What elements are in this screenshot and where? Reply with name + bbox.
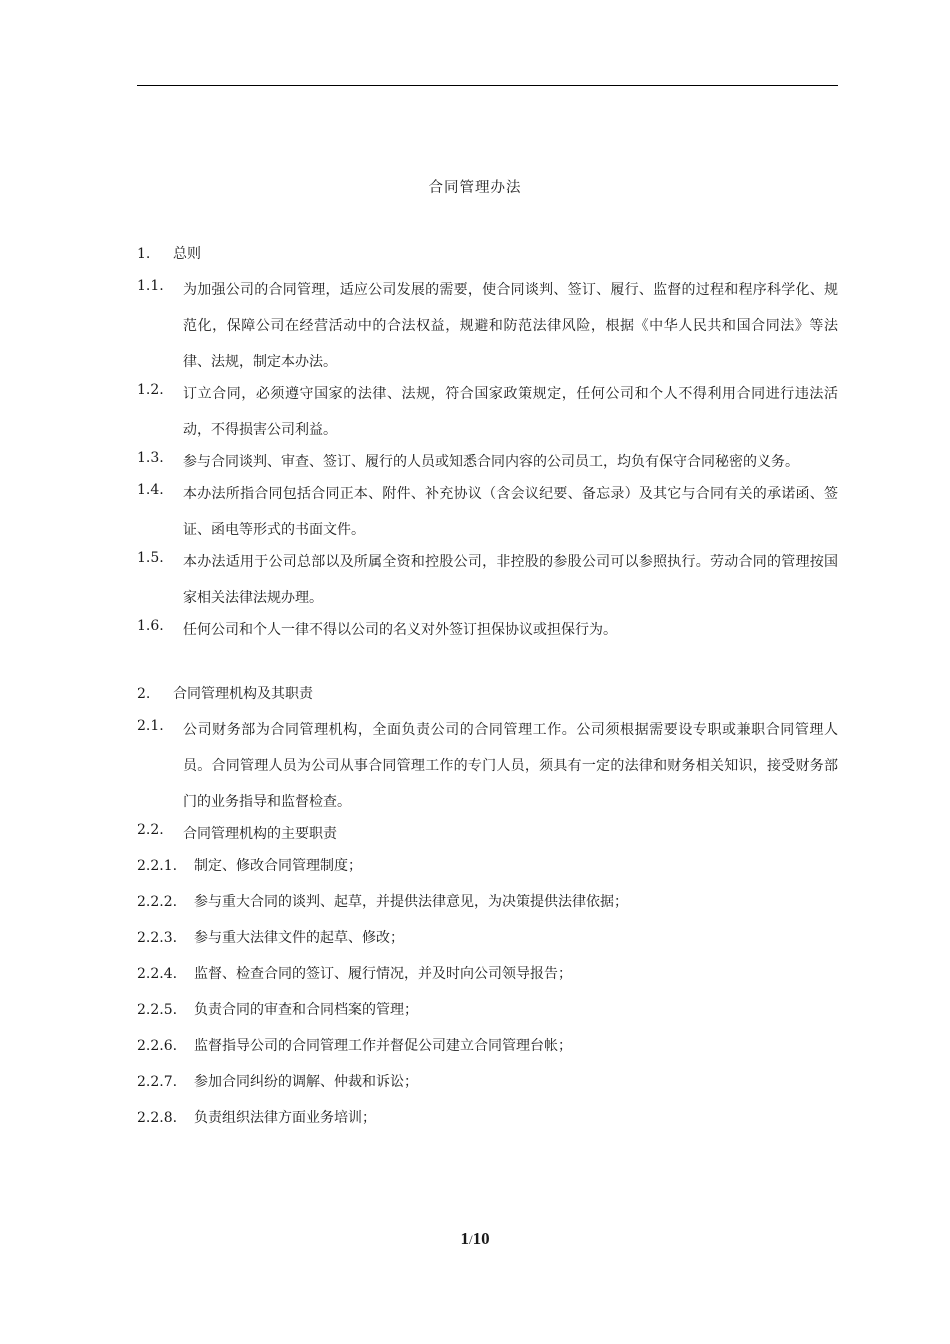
clause-number: 1.2. bbox=[137, 382, 164, 398]
document-body bbox=[137, 240, 838, 1140]
subclause-text: 制定、修改合同管理制度； bbox=[194, 858, 362, 874]
total-pages: 10 bbox=[472, 1229, 490, 1248]
subclause-number: 2.2.8. bbox=[137, 1110, 178, 1126]
section-title: 合同管理机构及其职责 bbox=[173, 686, 313, 702]
clause-item bbox=[137, 712, 838, 820]
subclause-number: 2.2.4. bbox=[137, 966, 178, 982]
clause-text: 合同管理机构的主要职责 bbox=[183, 826, 337, 842]
subclause-number: 2.2.6. bbox=[137, 1038, 178, 1054]
current-page: 1 bbox=[460, 1229, 469, 1248]
section-heading bbox=[137, 680, 838, 716]
clause-number: 1.1. bbox=[137, 278, 164, 294]
clause-number: 1.4. bbox=[137, 482, 164, 498]
clause-item bbox=[137, 272, 838, 380]
section-title: 总则 bbox=[173, 246, 201, 262]
clause-text: 订立合同，必须遵守国家的法律、法规，符合国家政策规定，任何公司和个人不得利用合同进行违法活动，不得损害公司利益。 bbox=[183, 386, 838, 438]
subclause-text: 监督指导公司的合同管理工作并督促公司建立合同管理台帐； bbox=[194, 1038, 572, 1054]
subclause-text: 监督、检查合同的签订、履行情况，并及时向公司领导报告； bbox=[194, 966, 572, 982]
subclause-item bbox=[137, 888, 838, 924]
section-heading bbox=[137, 240, 838, 276]
page-number bbox=[0, 1229, 950, 1249]
clause-text: 本办法适用于公司总部以及所属全资和控股公司，非控股的参股公司可以参照执行。劳动合同的管理按国家相关法律法规办理。 bbox=[183, 554, 838, 606]
subclause-number: 2.2.2. bbox=[137, 894, 178, 910]
clause-text: 任何公司和个人一律不得以公司的名义对外签订担保协议或担保行为。 bbox=[183, 622, 617, 638]
clause-item bbox=[137, 544, 838, 616]
subclause-number: 2.2.3. bbox=[137, 930, 178, 946]
subclause-number: 2.2.1. bbox=[137, 858, 178, 874]
clause-text: 公司财务部为合同管理机构，全面负责公司的合同管理工作。公司须根据需要设专职或兼职合同管理人员。合同管理人员为公司从事合同管理工作的专门人员，须具有一定的法律和财务相关知识，接受财务部门的业务指导和监督检查。 bbox=[183, 722, 838, 810]
clause-text: 为加强公司的合同管理，适应公司发展的需要，使合同谈判、签订、履行、监督的过程和程序科学化、规范化，保障公司在经营活动中的合法权益，规避和防范法律风险，根据《中华人民共和国合同法》等法律、法规，制定本办法。 bbox=[183, 282, 838, 370]
clause-item bbox=[137, 476, 838, 548]
clause-item bbox=[137, 444, 838, 480]
subclause-text: 参与重大法律文件的起草、修改； bbox=[194, 930, 404, 946]
subclause-text: 负责合同的审查和合同档案的管理； bbox=[194, 1002, 418, 1018]
clause-number: 1.3. bbox=[137, 450, 164, 466]
page-separator: / bbox=[468, 1232, 473, 1247]
clause-number: 1.6. bbox=[137, 618, 164, 634]
clause-number: 2.1. bbox=[137, 718, 164, 734]
subclause-number: 2.2.7. bbox=[137, 1074, 178, 1090]
subclause-item bbox=[137, 1104, 838, 1140]
subclause-number: 2.2.5. bbox=[137, 1002, 178, 1018]
subclause-text: 参加合同纠纷的调解、仲裁和诉讼； bbox=[194, 1074, 418, 1090]
clause-item bbox=[137, 376, 838, 448]
clause-number: 2.2. bbox=[137, 822, 164, 838]
section-spacer bbox=[137, 648, 838, 680]
subclause-item bbox=[137, 1032, 838, 1068]
subclause-text: 参与重大合同的谈判、起草，并提供法律意见，为决策提供法律依据； bbox=[194, 894, 628, 910]
clause-number: 1.5. bbox=[137, 550, 164, 566]
section-number: 1. bbox=[137, 246, 151, 262]
section-number: 2. bbox=[137, 686, 151, 702]
clause-text: 参与合同谈判、审查、签订、履行的人员或知悉合同内容的公司员工，均负有保守合同秘密的义务。 bbox=[183, 454, 799, 470]
clause-text: 本办法所指合同包括合同正本、附件、补充协议（含会议纪要、备忘录）及其它与合同有关的承诺函、签证、函电等形式的书面文件。 bbox=[183, 486, 838, 538]
subclause-item bbox=[137, 1068, 838, 1104]
subclause-item bbox=[137, 852, 838, 888]
header-rule bbox=[137, 85, 838, 86]
subclause-item bbox=[137, 996, 838, 1032]
subclause-item bbox=[137, 924, 838, 960]
subclause-text: 负责组织法律方面业务培训； bbox=[194, 1110, 376, 1126]
clause-item bbox=[137, 816, 838, 852]
subclause-item bbox=[137, 960, 838, 996]
clause-item bbox=[137, 612, 838, 648]
document-title: 合同管理办法 bbox=[428, 180, 522, 196]
